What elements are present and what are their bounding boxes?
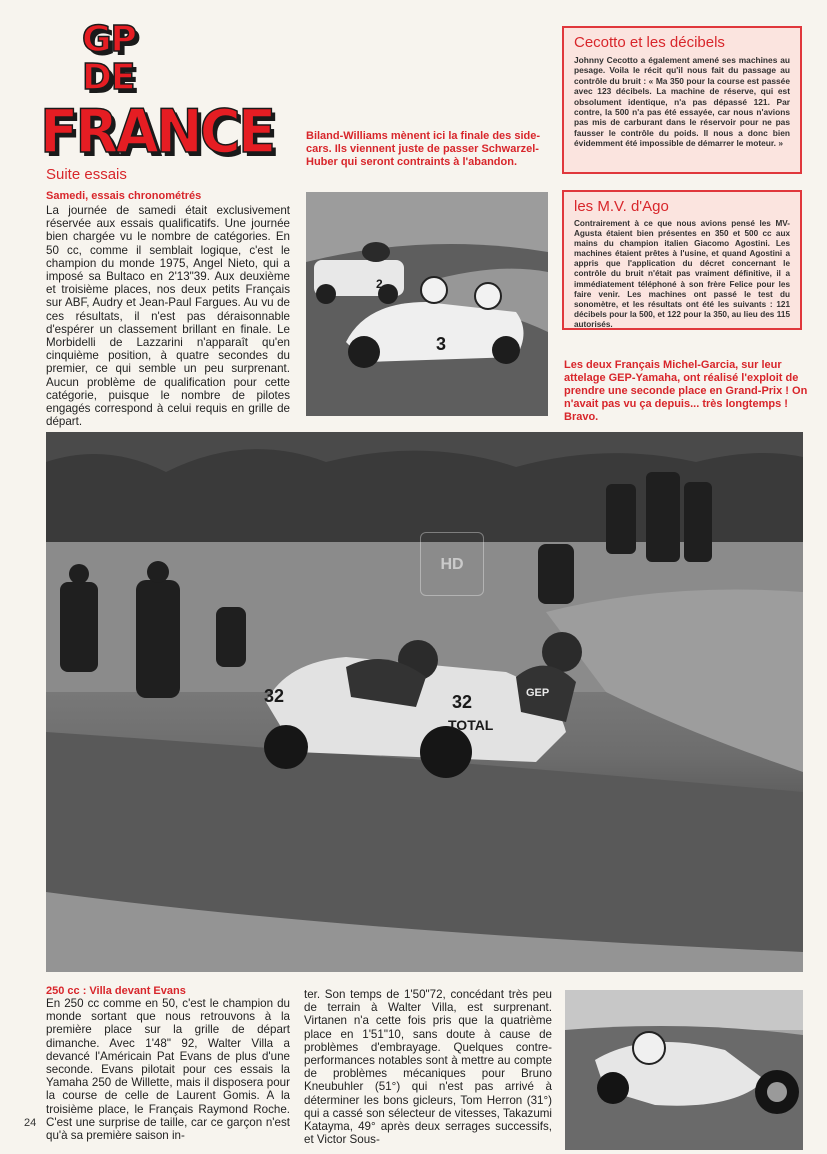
photo-sidecar-race-illustration [306, 192, 548, 416]
caption-french-pair: Les deux Français Michel-Garcia, sur leur attelage GEP-Yamaha, ont réalisé l'exploit de prendre une seconde place en Grand-Prix ! On n'avait pas vu ça depuis... très longtemps ! Bravo. [564, 359, 808, 423]
box-cecotto-title: Cecotto et les décibels [574, 34, 725, 51]
caption-sidecar-top: Biland-Williams mènent ici la finale des side-cars. Ils viennent juste de passer Schwarzel-Huber qui seront contraints à l'abandon. [306, 130, 541, 168]
box-mv-title: les M.V. d'Ago [574, 198, 669, 215]
photo-solo-bike-illustration [565, 990, 803, 1150]
sidecar-front-number: 3 [436, 334, 447, 354]
photo-sidecar-race [306, 192, 548, 416]
main-sidecar-number-front: 32 [264, 686, 285, 706]
watermark-logo: HD [420, 532, 484, 596]
sidecar-back-number: 2 [376, 277, 383, 291]
main-sidecar-sponsor: TOTAL [448, 717, 494, 733]
photo-solo-bike [565, 990, 803, 1150]
sidebar-box-cecotto [562, 26, 802, 174]
section-heading: Suite essais [46, 166, 127, 183]
sidebar-box-mv [562, 190, 802, 330]
box-mv-text: Contrairement à ce que nous avions pensé les MV-Agusta étaient bien présentes en 350 et 500 cc aux mains du champion italien Giacomo Agostini. Les machines étaient prêtes à l'usine, et quand Agostini a appris que l'application du décret concernant le contrôle du bruit n'était pas vraiment définitive, il a immédiatement téléphoné à son frère Felice pour les faire venir. Les machines ont passé le test du sonomètre, et les résultats ont été les suivants : 121 décibels pour la 500, et 122 pour la 350, au lieu des 115 autorisés. [574, 219, 790, 329]
box-cecotto-text: Johnny Cecotto a également amené ses machines au pesage. Voila le récit qu'il nous fait du passage au contrôle du bruit : « Ma 350 pour la course est passée avec 123 décibels. La machine de réserve, qui est obsolument identique, n'a pas dépassé 121. Par contre, la 500 n'a pas été essayée, car nous n'avions pas mis de carburant dans le réservoir pour ne pas fausser le contrôle du poids. Il nous a donc bien évidemment été impossible de démarrer le moteur. » [574, 55, 790, 149]
section-250-heading: 250 cc : Villa devant Evans [46, 985, 186, 997]
title-de: DE [82, 57, 135, 98]
magazine-title [40, 19, 290, 167]
article-column-1: La journée de samedi était exclusivement réservée aux essais qualificatifs. Une journée bien chargée vu le nombre de catégories. En 50 cc, comme il semblait logique, c'est le champion du monde 1975, Angel Nieto, qui a imposé sa Bultaco en 2'13"39. Aux deuxième et troisième places, nos deux petits Français sur ABF, Audry et Jean-Paul Fargues. Au vu de ces résultats, il n'est pas déraisonnable d'espérer un classement brillant en finale. Le Morbidelli de Lazzarini n'apparaît qu'en cinquième position, à quatre secondes du premier, ce qui semble un peu surprenant. Aucun problème de qualification pour cette catégorie, puisque le nombre de pilotes engagés correspond à celui requis en grille de départ. [46, 204, 290, 429]
title-gp: GP [82, 19, 136, 60]
photo-main-illustration [46, 432, 803, 972]
main-sidecar-brand: GEP [526, 687, 550, 699]
photo-main-sidecar [46, 432, 803, 972]
title-france: FRANCE [40, 97, 274, 167]
article-column-3: ter. Son temps de 1'50"72, concédant très peu de terrain à Walter Villa, est surprenant. Virtanen n'a cette fois pris que la quatrième place en 1'51"10, sans doute à cause de problèmes d'embrayage. Quelques contre-performances notables sont à mettre au compte de problèmes mécaniques pour Bruno Kneubuhler (51°) qui n'est pas arrivé à déterminer les bons gicleurs, Tom Herron (31°) qui a cassé son sélecteur de vitesses, Takazumi Katayma, 49° après deux serrages successifs, et Victor Sous- [304, 988, 552, 1147]
article-column-2: En 250 cc comme en 50, c'est le champion du monde sortant que nous retrouvons à la première place sur la grille de départ dimanche. Avec 1'48" 92, Walter Villa a devancé l'Américain Pat Evans de plus d'une seconde. Evans pilotait pour ces essais la Yamaha 250 de Willette, mais il disposera pour la course de celle de Laurent Gomis. A la troisième place, le Français Raymond Roche. C'est une surprise de taille, car ce garçon n'est qu'à sa première saison in- [46, 997, 290, 1143]
page-number: 24 [24, 1117, 37, 1129]
section-subheading: Samedi, essais chronométrés [46, 190, 202, 202]
main-sidecar-number-side: 32 [452, 692, 473, 712]
